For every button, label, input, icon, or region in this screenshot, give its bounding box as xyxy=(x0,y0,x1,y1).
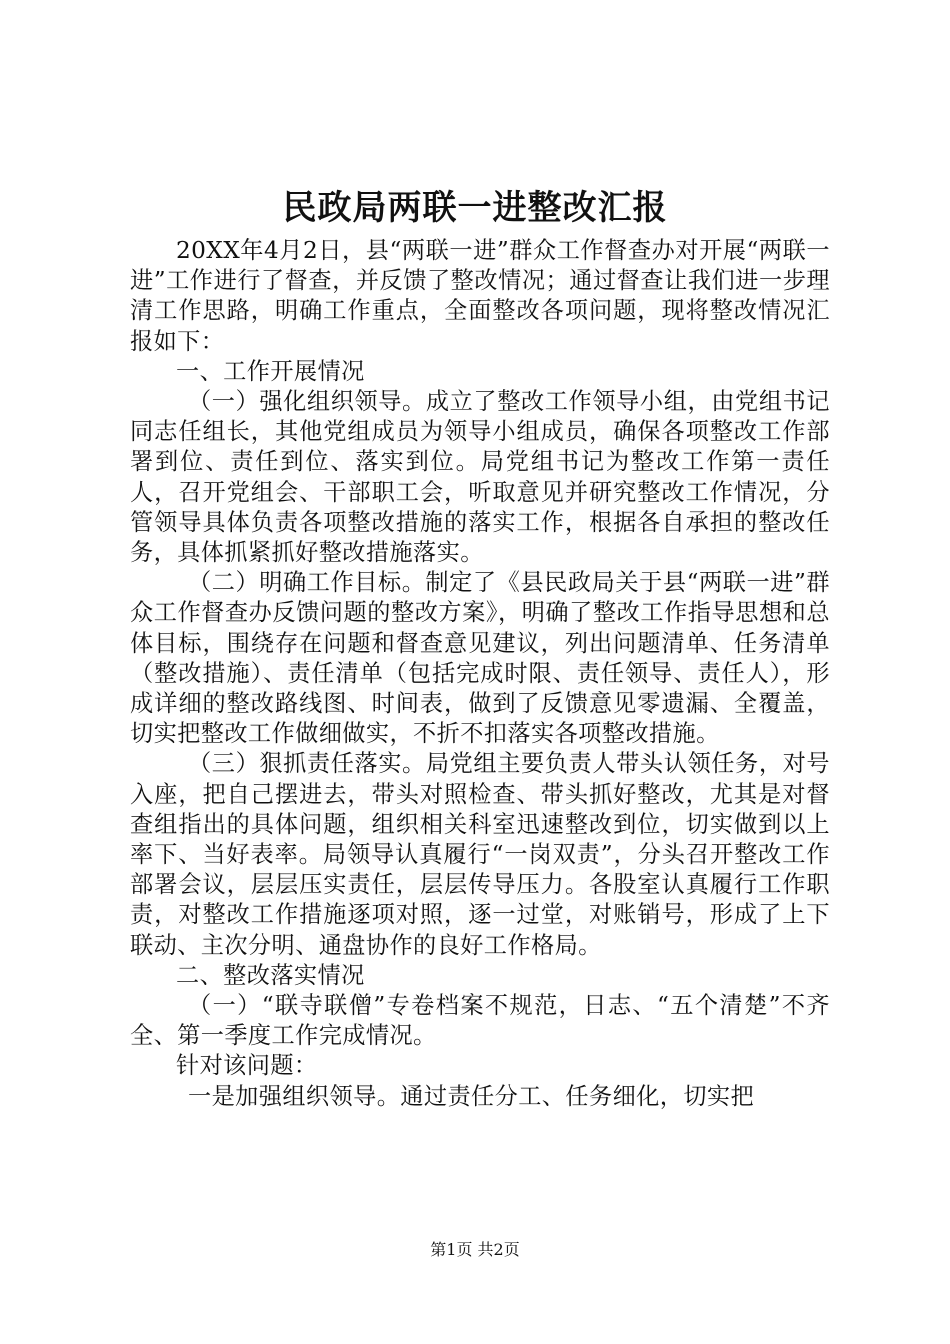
paragraph-issue-1: （一）“联寺联僧”专卷档案不规范，日志、“五个清楚”不齐全、第一季度工作完成情况。 xyxy=(130,992,830,1050)
paragraph-measure-1: 一是加强组织领导。通过责任分工、任务细化，切实把 xyxy=(188,1082,755,1110)
paragraph-response-intro: 针对该问题： xyxy=(176,1052,318,1080)
paragraph-item-3: （三）狠抓责任落实。局党组主要负责人带头认领任务，对号入座，把自己摆进去，带头对照检查、带头抓好整改，尤其是对督查组指出的具体问题，组织相关科室迅速整改到位，切实做到以上率下、当好表率。局领导认真履行“一岗双责”，分头召开整改工作部署会议，层层压实责任，层层传导压力。各股室认真履行工作职责，对整改工作措施逐项对照，逐一过堂，对账销号，形成了上下联动、主次分明、通盘协作的良好工作格局。 xyxy=(130,750,830,959)
page-footer: 第1页 共2页 xyxy=(430,1240,520,1259)
section-heading-1: 一、工作开展情况 xyxy=(176,357,365,385)
paragraph-intro: 20XX年4月2日，县“两联一进”群众工作督查办对开展“两联一进”工作进行了督查，并反馈了整改情况；通过督查让我们进一步理清工作思路，明确工作重点，全面整改各项问题，现将整改情况汇报如下： xyxy=(130,237,830,355)
paragraph-item-2: （二）明确工作目标。制定了《县民政局关于县“两联一进”群众工作督查办反馈问题的整改方案》，明确了整改工作指导思想和总体目标，围绕存在问题和督查意见建议，列出问题清单、任务清单（整改措施）、责任清单（包括完成时限、责任领导、责任人），形成详细的整改路线图、时间表，做到了反馈意见零遗漏、全覆盖，切实把整改工作做细做实，不折不扣落实各项整改措施。 xyxy=(130,569,830,748)
document-body xyxy=(130,236,830,1112)
section-heading-2: 二、整改落实情况 xyxy=(176,961,365,989)
document-title: 民政局两联一进整改汇报 xyxy=(282,188,668,228)
paragraph-item-1: （一）强化组织领导。成立了整改工作领导小组，由党组书记同志任组长，其他党组成员为领导小组成员，确保各项整改工作部署到位、责任到位、落实到位。局党组书记为整改工作第一责任人，召开党组会、干部职工会，听取意见并研究整改工作情况，分管领导具体负责各项整改措施的落实工作，根据各自承担的整改任务，具体抓紧抓好整改措施落实。 xyxy=(130,388,830,567)
